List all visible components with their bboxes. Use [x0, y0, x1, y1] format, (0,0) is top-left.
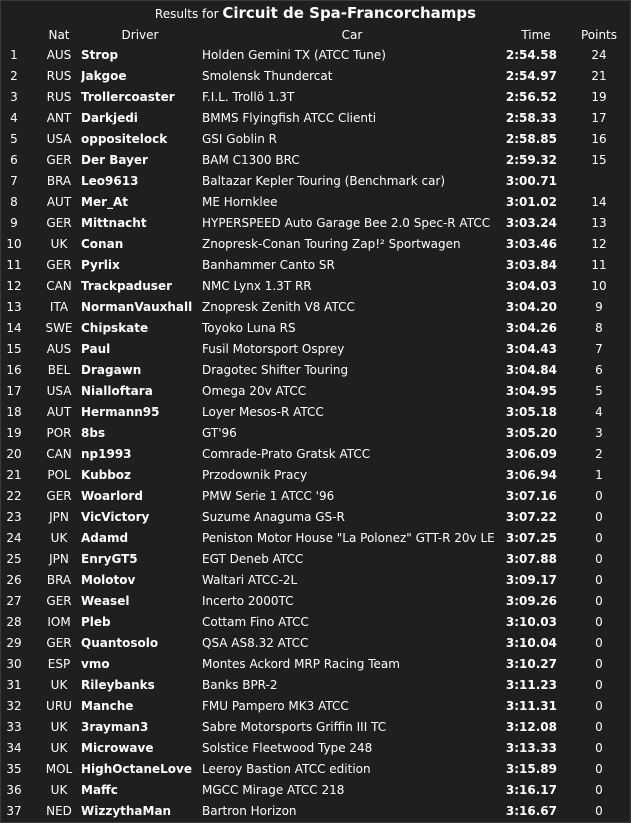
- car-cell: Comrade-Prato Gratsk ATCC: [202, 447, 371, 461]
- time-cell: 3:04.26: [505, 321, 557, 335]
- time-cell: 3:04.20: [505, 300, 557, 314]
- table-row: [1, 150, 630, 171]
- nationality-cell: GER: [46, 594, 72, 608]
- position-cell: 12: [6, 279, 22, 293]
- driver-cell: Pleb: [81, 615, 111, 629]
- nationality-cell: RUS: [46, 90, 72, 104]
- car-cell: Baltazar Kepler Touring (Benchmark car): [202, 174, 446, 188]
- position-cell: 9: [10, 216, 18, 230]
- car-cell: Cottam Fino ATCC: [202, 615, 309, 629]
- car-cell: Leeroy Bastion ATCC edition: [202, 762, 371, 776]
- table-row: [1, 696, 630, 717]
- time-cell: 3:06.09: [505, 447, 557, 461]
- nationality-cell: CAN: [46, 447, 72, 461]
- points-cell: 12: [591, 237, 607, 251]
- points-cell: 19: [591, 90, 607, 104]
- driver-cell: Mer_At: [81, 195, 129, 209]
- car-cell: GSI Goblin R: [202, 132, 277, 146]
- position-cell: 15: [6, 342, 22, 356]
- position-cell: 4: [10, 111, 18, 125]
- position-cell: 23: [6, 510, 22, 524]
- table-row: [1, 675, 630, 696]
- position-cell: 36: [6, 783, 22, 797]
- nationality-cell: GER: [46, 258, 72, 272]
- points-cell: 5: [595, 384, 603, 398]
- position-cell: 37: [6, 804, 22, 818]
- driver-cell: EnryGT5: [81, 552, 138, 566]
- points-cell: 8: [595, 321, 603, 335]
- position-cell: 3: [10, 90, 18, 104]
- points-cell: 0: [595, 657, 603, 671]
- points-cell: 0: [595, 741, 603, 755]
- position-cell: 34: [6, 741, 22, 755]
- driver-cell: Pyrlix: [81, 258, 120, 272]
- car-cell: QSA AS8.32 ATCC: [202, 636, 309, 650]
- car-cell: Banhammer Canto SR: [202, 258, 335, 272]
- points-cell: 2: [595, 447, 603, 461]
- car-cell: Znopresk-Conan Touring Zap!² Sportwagen: [202, 237, 461, 251]
- time-cell: 3:07.25: [505, 531, 557, 545]
- table-row: [1, 66, 630, 87]
- table-row: [1, 738, 630, 759]
- position-cell: 2: [10, 69, 18, 83]
- time-cell: 3:12.08: [505, 720, 557, 734]
- table-row: [1, 108, 630, 129]
- points-cell: 0: [595, 636, 603, 650]
- time-cell: 3:06.94: [505, 468, 557, 482]
- driver-cell: np1993: [81, 447, 132, 461]
- nationality-cell: AUS: [46, 48, 72, 62]
- table-row: [1, 465, 630, 486]
- header-nat: Nat: [48, 28, 70, 42]
- nationality-cell: UK: [50, 531, 68, 545]
- nationality-cell: UK: [50, 237, 68, 251]
- header-time: Time: [521, 28, 551, 42]
- time-cell: 3:13.33: [505, 741, 557, 755]
- table-row: [1, 192, 630, 213]
- time-cell: 3:10.27: [505, 657, 557, 671]
- driver-cell: Trollercoaster: [81, 90, 175, 104]
- car-cell: Suzume Anaguma GS-R: [202, 510, 345, 524]
- nationality-cell: USA: [46, 384, 72, 398]
- nationality-cell: GER: [46, 489, 72, 503]
- time-cell: 2:59.32: [505, 153, 557, 167]
- time-cell: 3:01.02: [505, 195, 557, 209]
- points-cell: 0: [595, 783, 603, 797]
- time-cell: 3:05.20: [505, 426, 557, 440]
- car-cell: Omega 20v ATCC: [202, 384, 307, 398]
- time-cell: 3:09.26: [505, 594, 557, 608]
- points-cell: 0: [595, 594, 603, 608]
- points-cell: 6: [595, 363, 603, 377]
- driver-cell: 3rayman3: [81, 720, 149, 734]
- nationality-cell: GER: [46, 636, 72, 650]
- nationality-cell: JPN: [49, 510, 69, 524]
- nationality-cell: CAN: [46, 279, 72, 293]
- driver-cell: Strop: [81, 48, 119, 62]
- car-cell: FMU Pampero MK3 ATCC: [202, 699, 349, 713]
- points-cell: 17: [591, 111, 607, 125]
- time-cell: 3:04.84: [505, 363, 557, 377]
- time-cell: 3:05.18: [505, 405, 557, 419]
- points-cell: 15: [591, 153, 607, 167]
- points-cell: 0: [595, 510, 603, 524]
- table-row: [1, 801, 630, 822]
- position-cell: 25: [6, 552, 22, 566]
- nationality-cell: AUS: [46, 342, 72, 356]
- car-cell: Toyoko Luna RS: [202, 321, 296, 335]
- car-cell: Banks BPR-2: [202, 678, 278, 692]
- time-cell: 3:03.84: [505, 258, 557, 272]
- driver-cell: Paul: [81, 342, 111, 356]
- nationality-cell: URU: [46, 699, 72, 713]
- driver-cell: Chipskate: [81, 321, 149, 335]
- position-cell: 26: [6, 573, 22, 587]
- time-cell: 2:58.33: [505, 111, 557, 125]
- car-cell: Przodownik Pracy: [202, 468, 308, 482]
- driver-cell: HighOctaneLove: [81, 762, 192, 776]
- car-cell: Znopresk Zenith V8 ATCC: [202, 300, 355, 314]
- points-cell: 0: [595, 531, 603, 545]
- table-row: [1, 486, 630, 507]
- driver-cell: WizzythaMan: [81, 804, 172, 818]
- table-row: [1, 381, 630, 402]
- nationality-cell: USA: [46, 132, 72, 146]
- table-row: [1, 570, 630, 591]
- car-cell: PMW Serie 1 ATCC '96: [202, 489, 335, 503]
- time-cell: 3:11.23: [505, 678, 557, 692]
- time-cell: 3:00.71: [505, 174, 557, 188]
- position-cell: 32: [6, 699, 22, 713]
- position-cell: 14: [6, 321, 22, 335]
- driver-cell: 8bs: [81, 426, 106, 440]
- nationality-cell: UK: [50, 678, 68, 692]
- driver-cell: Woarlord: [81, 489, 143, 503]
- time-cell: 3:03.46: [505, 237, 557, 251]
- position-cell: 16: [6, 363, 22, 377]
- position-cell: 33: [6, 720, 22, 734]
- position-cell: 19: [6, 426, 22, 440]
- car-cell: NMC Lynx 1.3T RR: [202, 279, 312, 293]
- car-cell: EGT Deneb ATCC: [202, 552, 304, 566]
- table-row: [1, 654, 630, 675]
- car-cell: Loyer Mesos-R ATCC: [202, 405, 324, 419]
- time-cell: 2:54.97: [505, 69, 557, 83]
- table-row: [1, 780, 630, 801]
- table-row: [1, 213, 630, 234]
- table-row: [1, 549, 630, 570]
- position-cell: 31: [6, 678, 22, 692]
- nationality-cell: ESP: [47, 657, 71, 671]
- table-row: [1, 339, 630, 360]
- table-row: [1, 633, 630, 654]
- driver-cell: Manche: [81, 699, 134, 713]
- position-cell: 10: [6, 237, 22, 251]
- car-cell: Montes Ackord MRP Racing Team: [202, 657, 400, 671]
- nationality-cell: BRA: [46, 174, 72, 188]
- driver-cell: Rileybanks: [81, 678, 155, 692]
- results-table: [1, 45, 630, 822]
- nationality-cell: AUT: [46, 195, 72, 209]
- points-cell: 1: [595, 468, 603, 482]
- time-cell: 2:54.58: [505, 48, 557, 62]
- time-cell: 3:04.03: [505, 279, 557, 293]
- position-cell: 29: [6, 636, 22, 650]
- car-cell: Incerto 2000TC: [202, 594, 294, 608]
- position-cell: 17: [6, 384, 22, 398]
- table-row: [1, 423, 630, 444]
- position-cell: 13: [6, 300, 22, 314]
- driver-cell: Adamd: [81, 531, 129, 545]
- points-cell: 0: [595, 489, 603, 503]
- points-cell: 21: [591, 69, 607, 83]
- points-cell: 0: [595, 720, 603, 734]
- car-cell: Smolensk Thundercat: [202, 69, 333, 83]
- nationality-cell: AUT: [46, 405, 72, 419]
- nationality-cell: SWE: [45, 321, 73, 335]
- position-cell: 8: [10, 195, 18, 209]
- position-cell: 18: [6, 405, 22, 419]
- nationality-cell: JPN: [49, 552, 69, 566]
- position-cell: 1: [10, 48, 18, 62]
- position-cell: 27: [6, 594, 22, 608]
- nationality-cell: UK: [50, 783, 68, 797]
- driver-cell: Leo9613: [81, 174, 139, 188]
- header-car: Car: [341, 28, 363, 42]
- points-cell: 0: [595, 615, 603, 629]
- points-cell: 10: [591, 279, 607, 293]
- driver-cell: Hermann95: [81, 405, 160, 419]
- time-cell: 2:58.85: [505, 132, 557, 146]
- table-row: [1, 591, 630, 612]
- driver-cell: Dragawn: [81, 363, 142, 377]
- nationality-cell: UK: [50, 720, 68, 734]
- points-cell: 13: [591, 216, 607, 230]
- nationality-cell: POL: [47, 468, 71, 482]
- time-cell: 3:10.03: [505, 615, 557, 629]
- table-row: [1, 318, 630, 339]
- driver-cell: VicVictory: [81, 510, 150, 524]
- car-cell: Peniston Motor House "La Polonez" GTT-R 20v LE: [202, 531, 495, 545]
- table-row: [1, 717, 630, 738]
- table-header: [1, 25, 630, 45]
- points-cell: 3: [595, 426, 603, 440]
- table-row: [1, 759, 630, 780]
- points-cell: 0: [595, 552, 603, 566]
- points-cell: 9: [595, 300, 603, 314]
- car-cell: Bartron Horizon: [202, 804, 297, 818]
- car-cell: BMMS Flyingfish ATCC Clienti: [202, 111, 377, 125]
- car-cell: Waltari ATCC-2L: [202, 573, 298, 587]
- nationality-cell: BRA: [46, 573, 72, 587]
- time-cell: 3:11.31: [505, 699, 557, 713]
- nationality-cell: RUS: [46, 69, 72, 83]
- points-cell: 11: [591, 258, 607, 272]
- driver-cell: Mittnacht: [81, 216, 147, 230]
- driver-cell: vmo: [81, 657, 110, 671]
- car-cell: Solstice Fleetwood Type 248: [202, 741, 373, 755]
- car-cell: Holden Gemini TX (ATCC Tune): [202, 48, 386, 62]
- table-row: [1, 276, 630, 297]
- points-cell: 16: [591, 132, 607, 146]
- car-cell: BAM C1300 BRC: [202, 153, 300, 167]
- driver-cell: Molotov: [81, 573, 136, 587]
- nationality-cell: GER: [46, 153, 72, 167]
- driver-cell: Der Bayer: [81, 153, 148, 167]
- time-cell: 3:16.67: [505, 804, 557, 818]
- nationality-cell: BEL: [47, 363, 71, 377]
- car-cell: ME Hornklee: [202, 195, 278, 209]
- car-cell: Dragotec Shifter Touring: [202, 363, 349, 377]
- table-row: [1, 255, 630, 276]
- time-cell: 3:04.43: [505, 342, 557, 356]
- points-cell: 0: [595, 762, 603, 776]
- position-cell: 7: [10, 174, 18, 188]
- nationality-cell: NED: [46, 804, 72, 818]
- nationality-cell: ITA: [49, 300, 69, 314]
- driver-cell: NormanVauxhall: [81, 300, 193, 314]
- car-cell: HYPERSPEED Auto Garage Bee 2.0 Spec-R ATCC: [202, 216, 491, 230]
- car-cell: F.I.L. Trollö 1.3T: [202, 90, 295, 104]
- time-cell: 3:04.95: [505, 384, 557, 398]
- track-name: Circuit de Spa-Francorchamps: [222, 4, 477, 22]
- driver-cell: Trackpaduser: [81, 279, 172, 293]
- time-cell: 2:56.52: [505, 90, 557, 104]
- driver-cell: Weasel: [81, 594, 130, 608]
- nationality-cell: IOM: [47, 615, 71, 629]
- car-cell: Sabre Motorsports Griffin III TC: [202, 720, 387, 734]
- position-cell: 5: [10, 132, 18, 146]
- table-row: [1, 45, 630, 66]
- table-row: [1, 87, 630, 108]
- table-row: [1, 297, 630, 318]
- position-cell: 28: [6, 615, 22, 629]
- driver-cell: Maffc: [81, 783, 118, 797]
- driver-cell: Quantosolo: [81, 636, 159, 650]
- time-cell: 3:07.16: [505, 489, 557, 503]
- driver-cell: Darkjedi: [81, 111, 138, 125]
- time-cell: 3:16.17: [505, 783, 557, 797]
- position-cell: 22: [6, 489, 22, 503]
- position-cell: 11: [6, 258, 22, 272]
- time-cell: 3:03.24: [505, 216, 557, 230]
- car-cell: GT'96: [202, 426, 237, 440]
- position-cell: 6: [10, 153, 18, 167]
- points-cell: 14: [591, 195, 607, 209]
- table-row: [1, 528, 630, 549]
- driver-cell: Jakgoe: [81, 69, 127, 83]
- table-row: [1, 402, 630, 423]
- time-cell: 3:15.89: [505, 762, 557, 776]
- points-cell: 0: [595, 699, 603, 713]
- driver-cell: Nialloftara: [81, 384, 153, 398]
- nationality-cell: MOL: [45, 762, 73, 776]
- driver-cell: Kubboz: [81, 468, 132, 482]
- results-title: [1, 1, 630, 25]
- time-cell: 3:09.17: [505, 573, 557, 587]
- points-cell: 0: [595, 804, 603, 818]
- driver-cell: Microwave: [81, 741, 154, 755]
- position-cell: 30: [6, 657, 22, 671]
- position-cell: 35: [6, 762, 22, 776]
- table-row: [1, 171, 630, 192]
- position-cell: 21: [6, 468, 22, 482]
- time-cell: 3:10.04: [505, 636, 557, 650]
- points-cell: 0: [595, 678, 603, 692]
- nationality-cell: UK: [50, 741, 68, 755]
- table-row: [1, 444, 630, 465]
- nationality-cell: POR: [46, 426, 72, 440]
- driver-cell: Conan: [81, 237, 124, 251]
- header-points: Points: [580, 28, 618, 42]
- table-row: [1, 612, 630, 633]
- time-cell: 3:07.22: [505, 510, 557, 524]
- position-cell: 24: [6, 531, 22, 545]
- points-cell: 24: [591, 48, 607, 62]
- nationality-cell: ANT: [46, 111, 72, 125]
- points-cell: 0: [595, 573, 603, 587]
- nationality-cell: GER: [46, 216, 72, 230]
- header-driver: Driver: [121, 28, 159, 42]
- car-cell: Fusil Motorsport Osprey: [202, 342, 345, 356]
- table-row: [1, 360, 630, 381]
- table-row: [1, 234, 630, 255]
- points-cell: 4: [595, 405, 603, 419]
- driver-cell: oppositelock: [81, 132, 168, 146]
- title-prefix: Results for: [154, 7, 223, 21]
- car-cell: MGCC Mirage ATCC 218: [202, 783, 345, 797]
- time-cell: 3:07.88: [505, 552, 557, 566]
- position-cell: 20: [6, 447, 22, 461]
- points-cell: 7: [595, 342, 603, 356]
- table-row: [1, 129, 630, 150]
- table-row: [1, 507, 630, 528]
